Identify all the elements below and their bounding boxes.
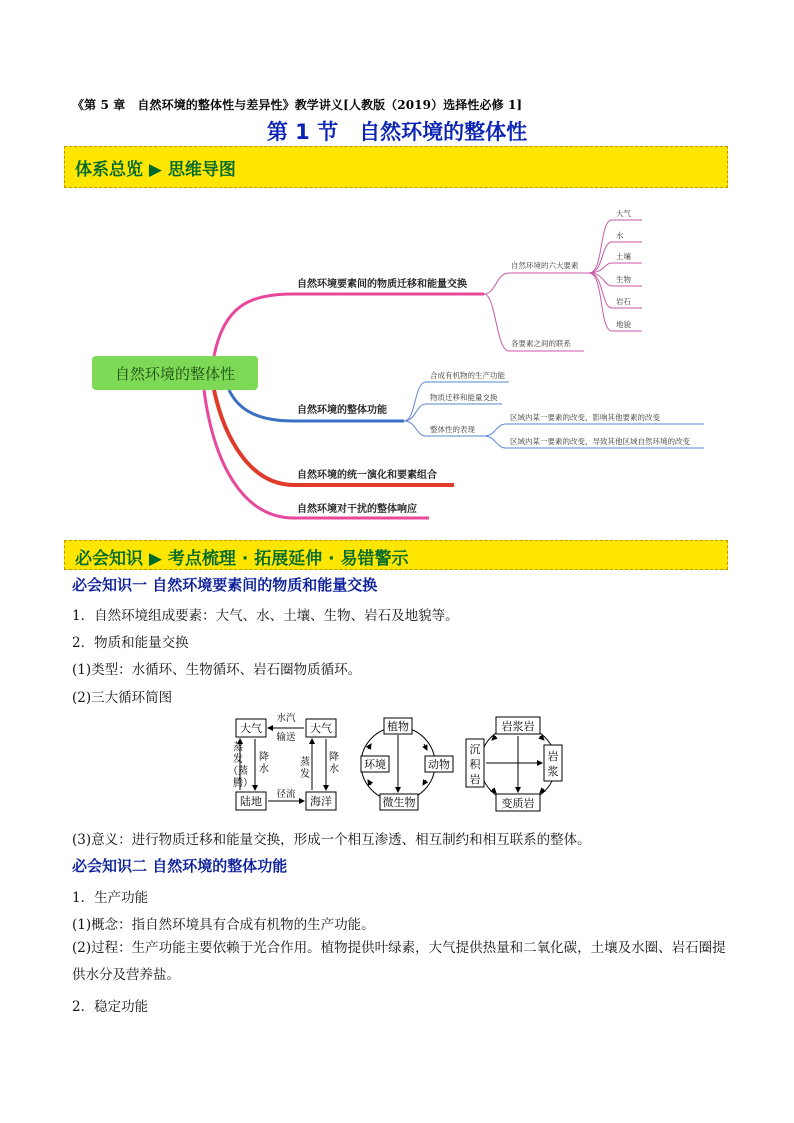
knowledge-banner bbox=[64, 540, 728, 570]
section2-p1: 1．生产功能 bbox=[72, 890, 149, 906]
b1-sub1-line bbox=[484, 273, 589, 294]
rock-left-2: 积 bbox=[469, 758, 481, 771]
water-left-down-1: 降 bbox=[259, 752, 269, 763]
mindmap-b2-sub3: 整体性的表现 bbox=[430, 425, 475, 434]
mindmap-leaf-soil: 土壤 bbox=[616, 252, 631, 261]
water-top-left: 大气 bbox=[240, 722, 262, 735]
mind-map bbox=[64, 196, 714, 531]
water-left-up-2: 发 bbox=[233, 754, 243, 765]
water-bottom-left: 陆地 bbox=[240, 795, 262, 808]
mindmap-branch4: 自然环境对干扰的整体响应 bbox=[297, 504, 417, 515]
bio-left: 环境 bbox=[364, 758, 386, 771]
mindmap-leaf-rock: 岩石 bbox=[616, 297, 631, 306]
water-left-up-3: （蒸 bbox=[228, 766, 248, 777]
water-top-arrow-1: 水汽 bbox=[276, 713, 296, 724]
section1-p4: (2)三大循环简图 bbox=[72, 690, 173, 706]
mindmap-branch2: 自然环境的整体功能 bbox=[297, 405, 387, 416]
section1-p3: (1)类型：水循环、生物循环、岩石圈物质循环。 bbox=[72, 662, 362, 678]
branch1-line bbox=[214, 294, 484, 356]
rock-right-1: 岩 bbox=[547, 750, 559, 763]
knowledge-banner-text: 必会知识 ▶ 考点梳理 · 拓展延伸 · 易错警示 bbox=[75, 549, 409, 569]
bio-cycle bbox=[361, 718, 453, 810]
section2-p4: 2．稳定功能 bbox=[72, 999, 149, 1015]
bio-right: 动物 bbox=[428, 758, 450, 771]
water-right-up-1: 蒸 bbox=[300, 757, 310, 768]
document-header: 《第 5 章 自然环境的整体性与差异性》教学讲义[人教版（2019）选择性必修 1] bbox=[72, 98, 523, 112]
water-bottom-arrow: 径流 bbox=[276, 789, 296, 800]
water-top-arrow-2: 输送 bbox=[276, 732, 296, 743]
mindmap-b2-sub2: 物质迁移和能量交换 bbox=[430, 393, 498, 402]
section1-heading: 必会知识一 自然环境要素间的物质和能量交换 bbox=[72, 576, 378, 594]
section2-heading: 必会知识二 自然环境的整体功能 bbox=[72, 857, 288, 875]
section2-p2: (1)概念：指自然环境具有合成有机物的生产功能。 bbox=[72, 917, 375, 933]
rock-cycle bbox=[466, 717, 562, 811]
mindmap-branch1: 自然环境要素间的物质迁移和能量交换 bbox=[297, 279, 467, 290]
mindmap-b1-sub2: 各要素之间的联系 bbox=[511, 339, 571, 348]
water-right-down-1: 降 bbox=[329, 752, 339, 763]
rock-left-1: 沉 bbox=[469, 743, 481, 756]
mindmap-b2-leaf1: 区域内某一要素的改变，影响其他要素的改变 bbox=[510, 413, 660, 422]
mindmap-b2-sub1: 合成有机物的生产功能 bbox=[430, 371, 505, 380]
mindmap-leaf-landform: 地貌 bbox=[616, 320, 631, 329]
rock-top: 岩浆岩 bbox=[501, 720, 535, 733]
mindmap-b2-leaf2: 区域内某一要素的改变，导致其他区域自然环境的改变 bbox=[510, 437, 690, 446]
overview-banner-text: 体系总览 ▶ 思维导图 bbox=[75, 160, 236, 180]
mindmap-b1-sub1: 自然环境的六大要素 bbox=[511, 261, 579, 270]
three-cycles-diagram bbox=[228, 712, 578, 814]
water-left-down-2: 水 bbox=[259, 764, 269, 775]
mindmap-leaf-biology: 生物 bbox=[616, 275, 631, 284]
water-left-up-4: 腾） bbox=[233, 778, 253, 789]
section1-p1: 1．自然环境组成要素：大气、水、土壤、生物、岩石及地貌等。 bbox=[72, 608, 459, 624]
page-title: 第 1 节 自然环境的整体性 bbox=[266, 120, 528, 144]
mindmap-root: 自然环境的整体性 bbox=[114, 365, 236, 383]
mindmap-leaf-water: 水 bbox=[616, 231, 624, 240]
mindmap-leaf-atmosphere: 大气 bbox=[616, 209, 631, 218]
rock-left-3: 岩 bbox=[469, 773, 481, 786]
water-top-right: 大气 bbox=[310, 722, 332, 735]
water-cycle bbox=[228, 712, 339, 810]
section1-p5: (3)意义：进行物质迁移和能量交换，形成一个相互渗透、相互制约和相互联系的整体。 bbox=[72, 832, 591, 848]
overview-banner bbox=[64, 146, 728, 188]
water-left-up-1: 蒸 bbox=[233, 742, 243, 753]
bio-top: 植物 bbox=[387, 720, 409, 733]
water-right-down-2: 水 bbox=[329, 764, 339, 775]
water-bottom-right: 海洋 bbox=[310, 795, 332, 808]
water-right-up-2: 发 bbox=[300, 769, 310, 780]
rock-right-2: 浆 bbox=[547, 765, 559, 778]
section2-p3: (2)过程：生产功能主要依赖于光合作用。植物提供叶绿素，大气提供热量和二氧化碳，土壤及水圈、岩石圈提供水分及营养盐。 bbox=[72, 940, 726, 983]
rock-bottom: 变质岩 bbox=[501, 797, 535, 810]
mindmap-branch3: 自然环境的统一演化和要素组合 bbox=[297, 470, 437, 481]
bio-bottom: 微生物 bbox=[382, 796, 416, 809]
section1-p2: 2．物质和能量交换 bbox=[72, 635, 189, 651]
